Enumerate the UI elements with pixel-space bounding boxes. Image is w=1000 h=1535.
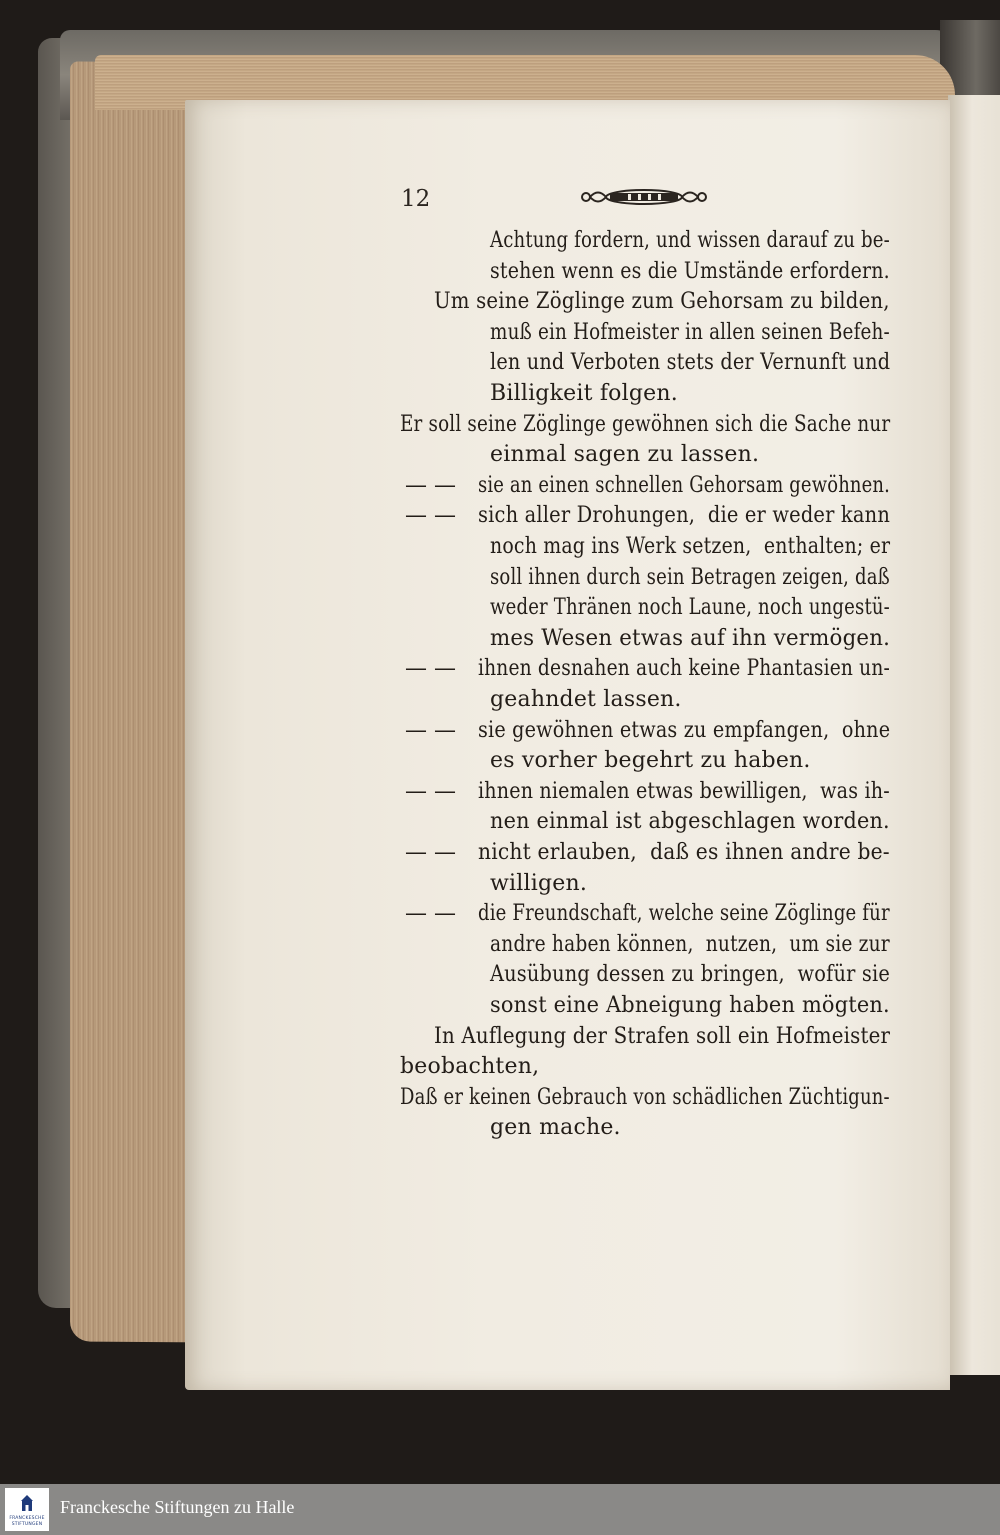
text-line: willigen. [490,870,588,896]
list-dash: — — [405,656,456,682]
text-line: nen einmal ist abgeschlagen worden. [490,809,890,835]
text-line: ihnen desnahen auch keine Phantasien un- [478,656,890,682]
logo-building-icon [19,1493,35,1513]
logo-text-line1: FRANCKESCHE [9,1516,45,1521]
logo-text-line2: STIFTUNGEN [11,1522,43,1527]
francke-foundation-logo-icon [5,1488,49,1531]
decorative-header-ornament-icon [576,184,712,210]
list-dash: — — [405,717,456,743]
text-line: nicht erlauben, daß es ihnen andre be- [478,840,890,865]
list-dash: — — [405,472,456,498]
text-line: muß ein Hofmeister in allen seinen Befeh- [490,319,890,345]
text-line: Um seine Zöglinge zum Gehorsam zu bilden, [434,289,890,315]
text-line: Billigkeit folgen. [490,381,678,406]
text-line: Er soll seine Zöglinge gewöhnen sich die Sache nur [400,411,891,437]
facing-page-edge [948,95,1000,1375]
page-number: 12 [401,186,431,212]
text-line: In Auflegung der Strafen soll ein Hofmeister [434,1023,891,1049]
text-line: ihnen niemalen etwas bewilligen, was ih- [478,778,890,804]
list-dash: — — [405,503,456,529]
text-line: geahndet lassen. [490,687,682,712]
text-line: die Freundschaft, welche seine Zöglinge für [478,901,890,927]
text-line: es vorher begehrt zu haben. [490,748,811,774]
list-dash: — — [405,840,456,865]
text-line: beobachten, [400,1054,540,1080]
text-line: soll ihnen durch sein Betragen zeigen, daß [490,564,890,590]
list-dash: — — [405,778,456,804]
text-line: andre haben können, nutzen, um sie zur [490,931,890,957]
footer-title: Franckesche Stiftungen zu Halle [60,1497,295,1517]
text-line: sich aller Drohungen, die er weder kann [478,503,891,529]
text-line: Achtung fordern, und wissen darauf zu be- [490,228,890,253]
list-dash: — — [405,901,456,927]
text-line: mes Wesen etwas auf ihn vermögen. [490,625,891,651]
text-line: sonst eine Abneigung haben mögten. [490,993,890,1018]
text-line: sie an einen schnellen Gehorsam gewöhnen. [478,472,891,498]
text-line: einmal sagen zu lassen. [490,442,760,468]
text-line: Daß er keinen Gebrauch von schädlichen Züchtigun- [400,1084,890,1110]
footer-bar [0,1484,1000,1535]
text-line: Ausübung dessen zu bringen, wofür sie [490,962,890,988]
text-line: noch mag ins Werk setzen, enthalten; er [490,534,891,559]
text-line: len und Verboten stets der Vernunft und [490,350,891,376]
text-line: gen mache. [490,1115,621,1141]
text-line: stehen wenn es die Umstände erfordern. [490,258,890,284]
text-line: sie gewöhnen etwas zu empfangen, ohne [478,717,891,743]
text-line: weder Thränen noch Laune, noch ungestü- [490,595,890,621]
